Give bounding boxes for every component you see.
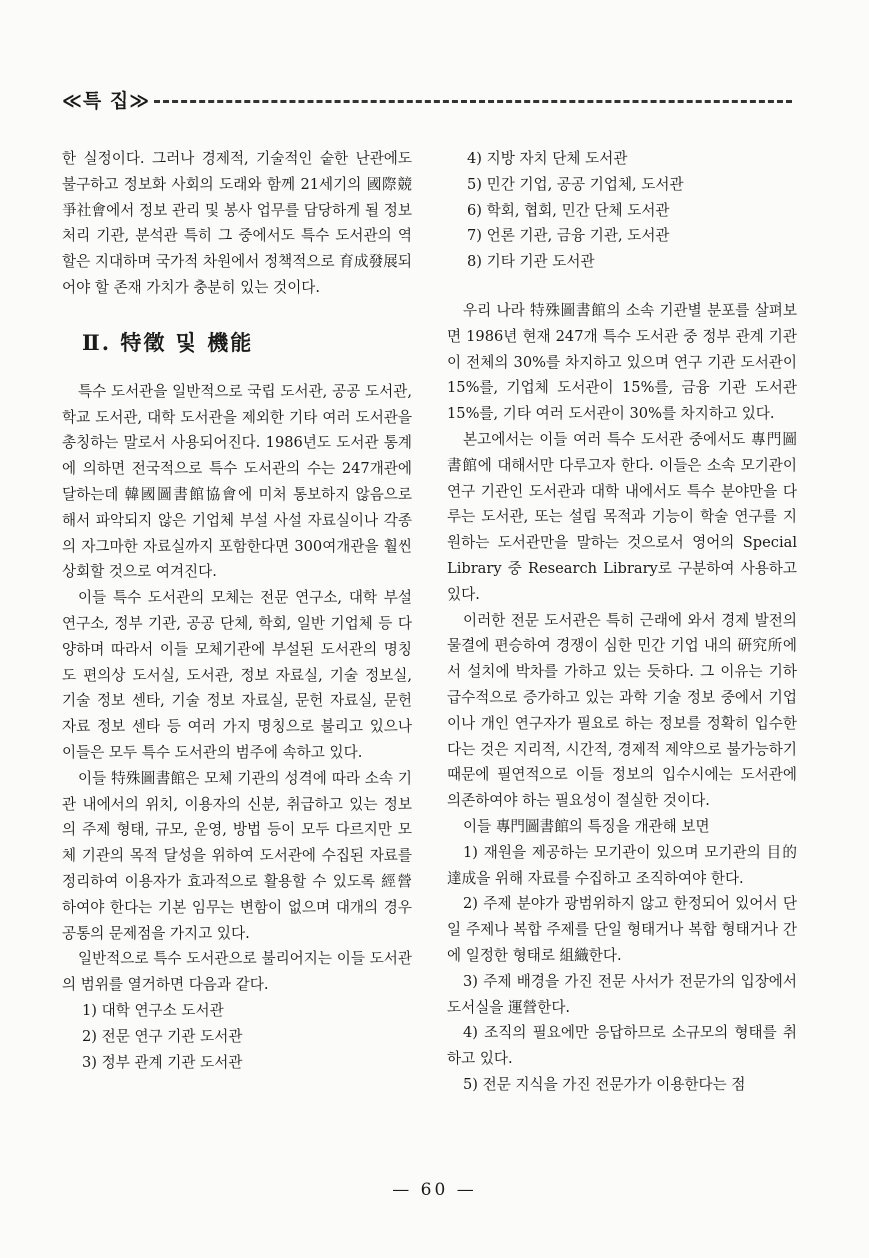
list-item: 6) 학회, 협회, 민간 단체 도서관: [467, 201, 670, 219]
page-number: — 60 —: [392, 1180, 477, 1200]
list-item: 5) 민간 기업, 공공 기업체, 도서관: [467, 175, 684, 193]
list-item: 8) 기타 기관 도서관: [467, 253, 595, 271]
right-column: [447, 146, 797, 1098]
feature-item: 3) 주제 배경을 가진 전문 사서가 전문가의 입장에서 도서실을 運營한다.: [447, 972, 797, 1016]
list-item: 1) 대학 연구소 도서관: [82, 1001, 224, 1019]
intro-paragraph: 한 실정이다. 그러나 경제적, 기술적인 숱한 난관에도 불구하고 정보화 사회의 도래와 함께 21세기의 國際競爭社會에서 정보 관리 및 봉사 업무를 담당하게 될 정보 처리 기관, 분석관 특히 그 중에서도 특수 도서관의 역할은 지대하며 국가적 차원에서 정책적으로 育成發展되어야 할 존재 가치가 충분히 있는 것이다.: [62, 150, 412, 296]
list-item: 2) 전문 연구 기관 도서관: [82, 1027, 243, 1045]
feature-item: 4) 조직의 필요에만 응답하므로 소규모의 형태를 취하고 있다.: [447, 1024, 797, 1068]
body-paragraph: 일반적으로 특수 도서관으로 불리어지는 이들 도서관의 범위를 열거하면 다음과 같다.: [62, 950, 412, 994]
list-item: 3) 정부 관계 기관 도서관: [82, 1053, 243, 1071]
body-paragraph: 이들 專門圖書館의 특징을 개관해 보면: [463, 817, 710, 835]
body-paragraph: 이들 특수 도서관의 모체는 전문 연구소, 대학 부설 연구소, 정부 기관, 공공 단체, 학회, 일반 기업체 등 다양하며 따라서 이들 모체기관에 부설된 도서관의 명칭도 편의상 도서실, 도서관, 정보 자료실, 기술 정보실, 기술 정보 센타, 기술 정보 자료실, 문헌 자료실, 문헌 자료 정보 센타 등 여러 가지 명칭으로 불리고 있으나 이들은 모두 특수 도서관의 범주에 속하고 있다.: [62, 589, 412, 761]
list-item: 7) 언론 기관, 금융 기관, 도서관: [467, 227, 670, 245]
body-paragraph: 특수 도서관을 일반적으로 국립 도서관, 공공 도서관, 학교 도서관, 대학 도서관을 제외한 기타 여러 도서관을 총칭하는 말로서 사용되어진다. 1986년도 도서관 통계에 의하면 전국적으로 특수 도서관의 수는 247개관에 달하는데 韓國圖書館協會에 미처 통보하지 않음으로 해서 파악되지 않은 기업체 부설 사설 자료실이나 각종의 자그마한 자료실까지 포함한다면 300여개관을 훨씬 상회할 것으로 여겨진다.: [62, 382, 412, 581]
body-paragraph: 이들 特殊圖書館은 모체 기관의 성격에 따라 소속 기관 내에서의 위치, 이용자의 신분, 취급하고 있는 정보의 주제 형태, 규모, 운영, 방법 등이 모두 다르지만 모체 기관의 목적 달성을 위하여 도서관에 수집된 자료를 정리하여 이용자가 효과적으로 활용할 수 있도록 經營하여야 한다는 기본 임무는 변함이 없으며 대개의 경우 공통의 문제점을 가지고 있다.: [62, 769, 412, 942]
feature-item: 1) 재원을 제공하는 모기관이 있으며 모기관의 目的達成을 위해 자료를 수집하고 조직하여야 한다.: [447, 843, 797, 887]
feature-item: 2) 주제 분야가 광범위하지 않고 한정되어 있어서 단일 주제나 복합 주제를 단일 형태거나 복합 형태거나 간에 일정한 형태로 組織한다.: [447, 895, 797, 964]
header-rule: [154, 100, 792, 103]
body-paragraph: 이러한 전문 도서관은 특히 근래에 와서 경제 발전의 물결에 편승하여 경쟁이 심한 민간 기업 내의 硏究所에서 설치에 박차를 가하고 있는 듯하다. 그 이유는 기하 급수적으로 증가하고 있는 과학 기술 정보 중에서 기업이나 개인 연구자가 필요로 하는 정보를 정확히 입수한다는 것은 지리적, 시간적, 경제적 제약으로 불가능하기 때문에 필연적으로 이들 정보의 입수시에는 도서관에 의존하여야 하는 필요성이 절실한 것이다.: [447, 611, 797, 810]
list-item: 4) 지방 자치 단체 도서관: [467, 150, 628, 167]
feature-item: 5) 전문 지식을 가진 전문가가 이용한다는 점: [463, 1075, 746, 1093]
body-paragraph: 본고에서는 이들 여러 특수 도서관 중에서도 專門圖書館에 대해서만 다루고자 한다. 이들은 소속 모기관이 연구 기관인 도서관과 대학 내에서도 특수 분야만을 다루는 도서관, 또는 설립 목적과 기능이 학술 연구를 지원하는 도서관만을 말하는 것으로서 영어의 Special Library 중 Research Library로 구분하여 사용하고 있다.: [447, 430, 797, 603]
body-paragraph: 우리 나라 特殊圖書館의 소속 기관별 분포를 살펴보면 1986년 현재 247개 특수 도서관 중 정부 관계 기관이 전체의 30%를 차지하고 있으며 연구 기관 도서관이 15%를, 기업체 도서관이 15%를, 금융 기관 도서관 15%를, 기타 여러 도서관이 30%를 차지하고 있다.: [447, 301, 797, 423]
section-title: Ⅱ. 特徵 및 機能: [82, 329, 254, 355]
left-column: [62, 146, 412, 1075]
header-label: ≪특 집≫: [62, 89, 151, 112]
section-header: [62, 84, 792, 114]
